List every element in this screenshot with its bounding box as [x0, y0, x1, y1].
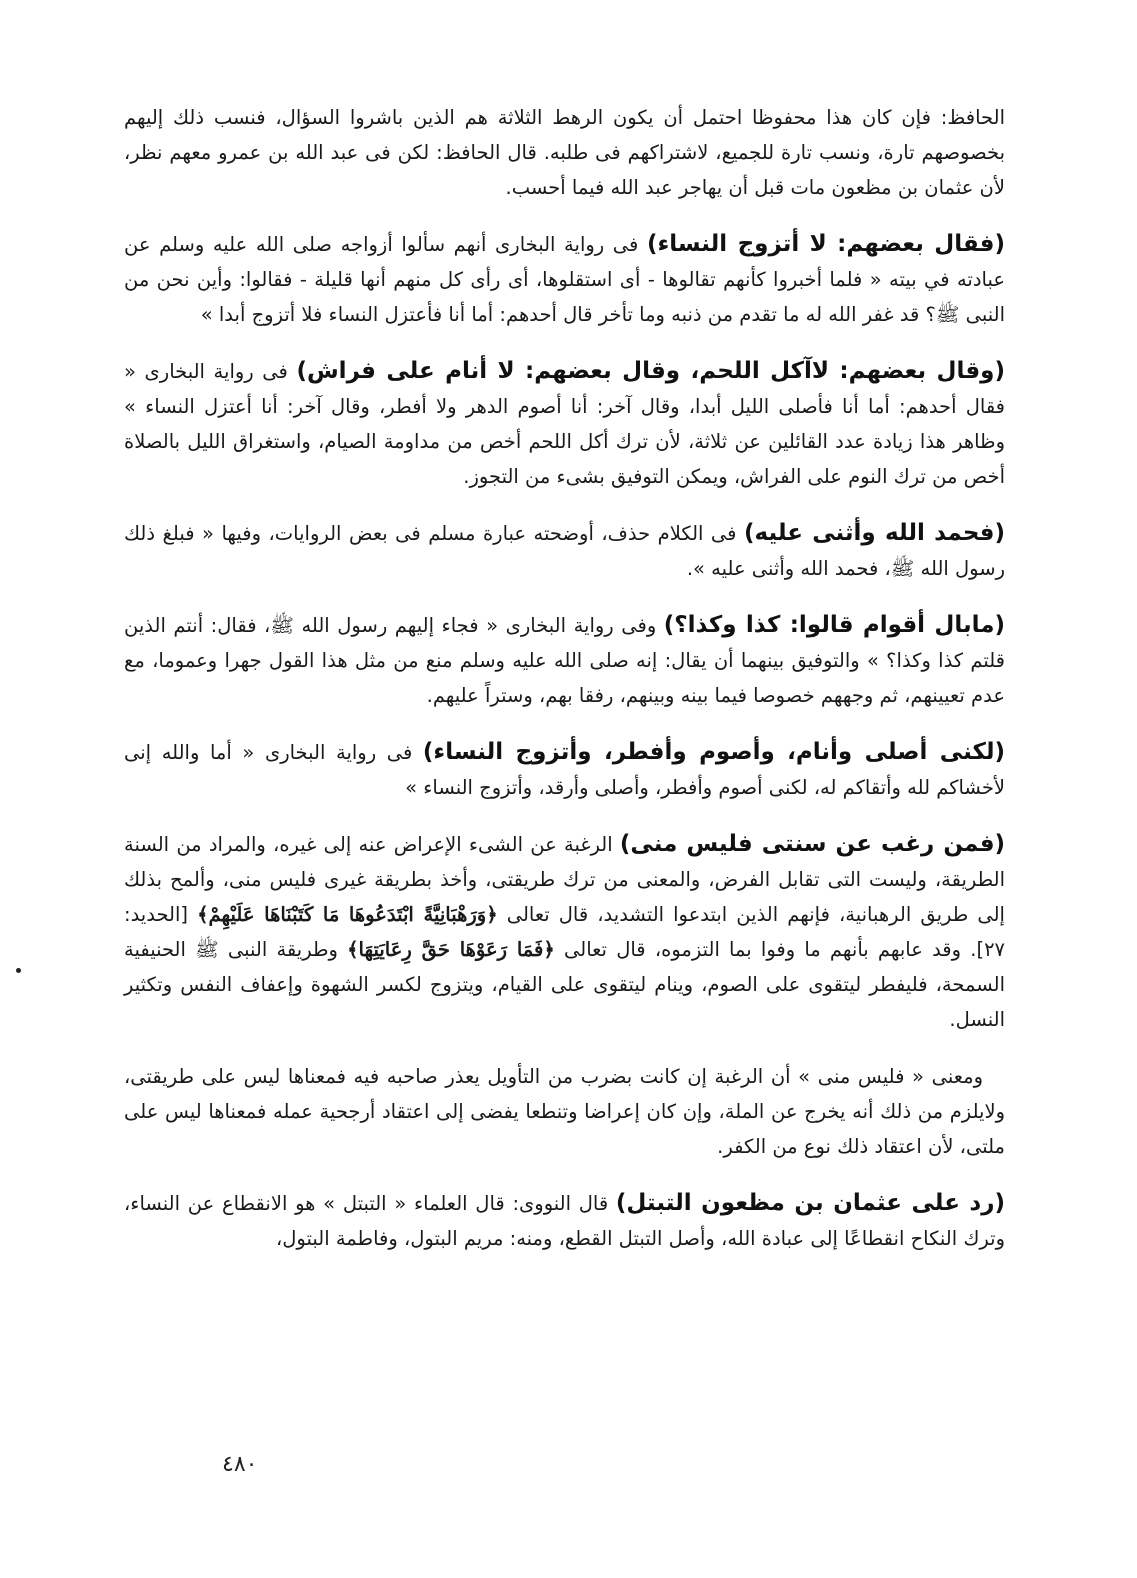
section-heading: (فمن رغب عن سنتى فليس منى) — [619, 831, 1006, 857]
paragraph-text: فى الكلام حذف، أوضحته عبارة مسلم فى بعض الروايات، وفيها « فبلغ ذلك رسول الله ﷺ، فحمد الله وأثنى عليه ». — [124, 522, 1005, 580]
paragraph-text: فى رواية البخارى أنهم سألوا أزواجه صلى الله عليه وسلم عن عبادته في بيته « فلما أخبروا كأنهم تقالوها - أى استقلوها، أى رأى كل منهم أنها قليلة - فقالوا: وأين نحن من النبى ﷺ؟ قد غفر الله له ما تقدم من ذنبه وما تأخر قال أحدهم: أما أنا فأعتزل النساء فلا أتزوج أبدا » — [124, 233, 1005, 326]
paragraph-text: فى رواية البخارى « فقال أحدهم: أما أنا فأصلى الليل أبدا، وقال آخر: أنا أصوم الدهر ولا أفطر، وقال آخر: أنا أعتزل النساء » وظاهر هذا زيادة عدد القائلين عن ثلاثة، لأن ترك أكل اللحم أخص من مداومة الصيام، واستغراق الليل بالصلاة أخص من ترك النوم على الفراش، ويمكن التوفيق بشىء من التجوز. — [124, 360, 1005, 488]
paragraph-text: وفى رواية البخارى « فجاء إليهم رسول الله ﷺ، فقال: أنتم الذين قلتم كذا وكذا؟ » والتوفيق بينهما أن يقال: إنه صلى الله عليه وسلم منع من مثل هذا القول جهرا وعموما، مع عدم تعيينهم، ثم وجههم خصوصا فيما بينه وبينهم، رفقا بهم، وستراً عليهم. — [124, 614, 1005, 707]
quran-verse: ﴿وَرَهْبَانِيَّةً ابْتَدَعُوهَا مَا كَتَبْنَاهَا عَلَيْهِمْ﴾ — [197, 903, 498, 926]
paragraph-text: الرغبة عن الشىء الإعراض عنه إلى غيره، والمراد من السنة الطريقة، وليست التى تقابل الفرض، والمعنى من ترك طريقتى، وأخذ بطريقة غيرى فليس منى، وألمح بذلك إلى طريق الرهبانية، فإنهم الذين ابتدعوا التشديد، قال تعالى — [124, 833, 1005, 926]
paragraph-text: قال النووى: قال العلماء « التبتل » هو الانقطاع عن النساء، وترك النكاح انقطاعًا إلى عبادة الله، وأصل التبتل القطع، ومنه: مريم البتول، وفاطمة البتول، — [124, 1192, 1005, 1250]
paragraph-text: [الحديد: ٢٧]. وقد عابهم بأنهم ما وفوا بما التزموه، قال تعالى — [124, 903, 1006, 961]
paragraph-praise — [124, 516, 1005, 586]
paragraph-text: فى رواية البخارى « أما والله إنى لأخشاكم لله وأتقاكم له، لكنى أصوم وأفطر، وأصلى وأرقد، وأتزوج النساء » — [124, 741, 1005, 799]
quran-verse: ﴿فَمَا رَعَوْهَا حَقَّ رِعَايَتِهَا﴾ — [347, 938, 555, 961]
paragraph-text: وطريقة النبى ﷺ الحنيفية السمحة، فليفطر ليتقوى على الصوم، وينام ليتقوى على القيام، ويتزوج لكسر الشهوة وإعفاف النفس وتكثير النسل. — [124, 938, 1005, 1031]
paragraph-text: الحافظ: فإن كان هذا محفوظا احتمل أن يكون الرهط الثلاثة هم الذين باشروا السؤال، فنسب ذلك إليهم بخصوصهم تارة، ونسب تارة للجميع، لاشتراكهم فى طلبه. قال الحافظ: لكن فى عبد الله بن عمرو معهم نظر، لأن عثمان بن مظعون مات قبل أن يهاجر عبد الله فيما أحسب. — [124, 106, 1005, 199]
margin-mark — [16, 968, 21, 973]
paragraph-tabattul — [124, 1186, 1005, 1256]
section-heading: (لكنى أصلى وأنام، وأصوم وأفطر، وأتزوج النساء) — [422, 739, 1005, 765]
section-heading: (رد على عثمان بن مظعون التبتل) — [615, 1190, 1005, 1216]
paragraph-no-meat — [124, 354, 1005, 494]
section-heading: (مابال أقوام قالوا: كذا وكذا؟) — [663, 612, 1005, 638]
paragraph-what-of-people — [124, 608, 1005, 713]
paragraph-text: ومعنى « فليس منى » أن الرغبة إن كانت بضرب من التأويل يعذر صاحبه فيه فمعناها ليس على طريقتى، ولايلزم من ذلك أنه يخرج عن الملة، وإن كان إعراضا وتنطعا يفضى إلى اعتقاد أرجحية عمله فمعناها ليس على ملتى، لأن اعتقاد ذلك نوع من الكفر. — [124, 1065, 1005, 1158]
commentary-body — [124, 100, 1005, 1256]
page-number: ٤٨٠ — [222, 1452, 258, 1477]
paragraph-sunnah — [124, 827, 1005, 1037]
section-heading: (فحمد الله وأثنى عليه) — [744, 520, 1005, 546]
paragraph-not-of-me — [124, 1059, 1005, 1164]
paragraph-but-i-pray — [124, 735, 1005, 805]
section-heading: (فقال بعضهم: لا أتزوج النساء) — [646, 231, 1005, 257]
section-heading: (وقال بعضهم: لاآكل اللحم، وقال بعضهم: لا أنام على فراش) — [296, 358, 1005, 384]
paragraph-no-marriage — [124, 227, 1005, 332]
paragraph-hafiz-note — [124, 100, 1005, 205]
